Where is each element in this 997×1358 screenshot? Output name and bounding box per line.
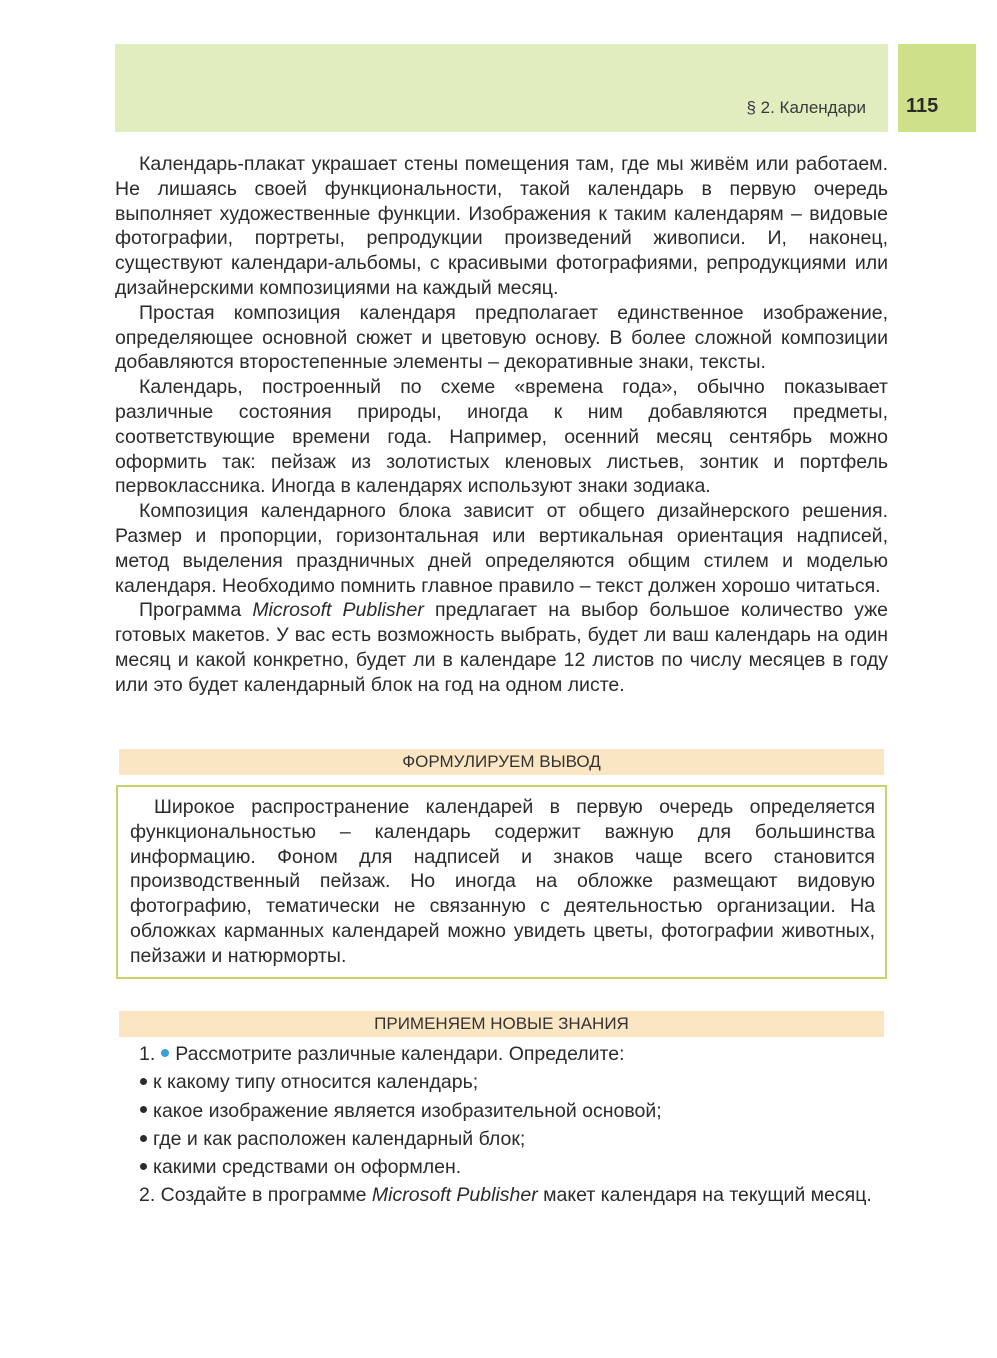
- paragraph-1: Календарь-плакат украшает стены помещения там, где мы живём или работаем. Не лишаясь своей функциональности, такой календарь в первую очередь выполняет художественные функции. Изображения к таким календарям – видовые фотографии, портреты, репродукции произведений живописи. И, наконец, существуют календари-альбомы, с красивыми фотографиями, репродукциями или дизайнерскими композициями на каждый месяц.: [115, 153, 888, 299]
- program-name: Microsoft Publisher: [252, 599, 424, 622]
- paragraph-5: [115, 598, 888, 697]
- main-text: [115, 152, 888, 698]
- task-2: [115, 1183, 888, 1208]
- task-1-item: [115, 1097, 888, 1125]
- paragraph-5-end: предлагает на выбор большое количество уже готовых макетов. У вас есть возможность выбрать, будет ли ваш календарь на один месяц и какой конкретно, будет ли в календаре 12 листов по числу месяцев в году или это будет календарный блок на год на одном листе.: [115, 599, 889, 696]
- task-1-item: [115, 1153, 888, 1181]
- paragraph-3: Календарь, построенный по схеме «времена года», обычно показывает различные состояния природы, иногда к ним добавляются предметы, соответствующие времени года. Например, осенний месяц сентябрь можно оформить так: пейзаж из золотистых кленовых листьев, зонтик и портфель первоклассника. Иногда в календарях используют знаки зодиака.: [115, 376, 888, 498]
- section-title: § 2. Календари: [746, 98, 866, 117]
- conclusion-heading: ФОРМУЛИРУЕМ ВЫВОД: [119, 749, 884, 775]
- task-1-item-text: где и как расположен календарный блок;: [153, 1127, 526, 1150]
- paragraph-4: Композиция календарного блока зависит от общего дизайнерского решения. Размер и пропорции, горизонтальная или вертикальная ориентация надписей, метод выделения праздничных дней определяются общим стилем и моделью календаря. Необходимо помнить главное правило – текст должен хорошо читаться.: [115, 500, 888, 597]
- page-number-box: [898, 44, 976, 132]
- task-2-start: 2. Создайте в программе: [139, 1184, 372, 1207]
- task-1-item-text: к какому типу относится календарь;: [153, 1071, 479, 1094]
- bullet-icon: [140, 1163, 147, 1170]
- header-band: [115, 44, 888, 132]
- task-1-text: Рассмотрите различные календари. Определите:: [175, 1043, 625, 1065]
- bullet-icon: [140, 1078, 147, 1085]
- task-1-item: [115, 1125, 888, 1153]
- task-1-item-text: какими средствами он оформлен.: [153, 1156, 462, 1179]
- conclusion-text: Широкое распространение календарей в первую очередь определяется функциональностью – календарь содержит важную для большинства информацию. Фоном для надписей и знаков чаще всего становится производственный пейзаж. Но иногда на обложке размещают видовую фотографию, тематически не связанную с деятельностью организации. На обложках карманных календарей можно увидеть цветы, фотографии животных, пейзажи и натюрморты.: [130, 796, 875, 967]
- bullet-icon: [140, 1135, 147, 1142]
- paragraph-5-start: Программа: [139, 599, 253, 622]
- task-1-item: [115, 1068, 888, 1096]
- conclusion-box: [116, 785, 887, 979]
- page-number: 115: [906, 95, 939, 117]
- task-1-item-text: какое изображение является изобразительной основой;: [153, 1099, 662, 1122]
- task-2-program-name: Microsoft Publisher: [371, 1184, 538, 1207]
- task-1: [115, 1040, 888, 1068]
- task-2-end: макет календаря на текущий месяц.: [537, 1184, 872, 1207]
- task-list: [115, 1040, 888, 1228]
- paragraph-2: Простая композиция календаря предполагает единственное изображение, определяющее основной сюжет и цветовую основу. В более сложной композиции добавляются второстепенные элементы – декоративные знаки, тексты.: [115, 301, 888, 374]
- task-marker-icon: [161, 1049, 169, 1057]
- task-1-number: 1.: [139, 1043, 156, 1065]
- apply-heading: ПРИМЕНЯЕМ НОВЫЕ ЗНАНИЯ: [119, 1011, 884, 1037]
- bullet-icon: [140, 1106, 147, 1113]
